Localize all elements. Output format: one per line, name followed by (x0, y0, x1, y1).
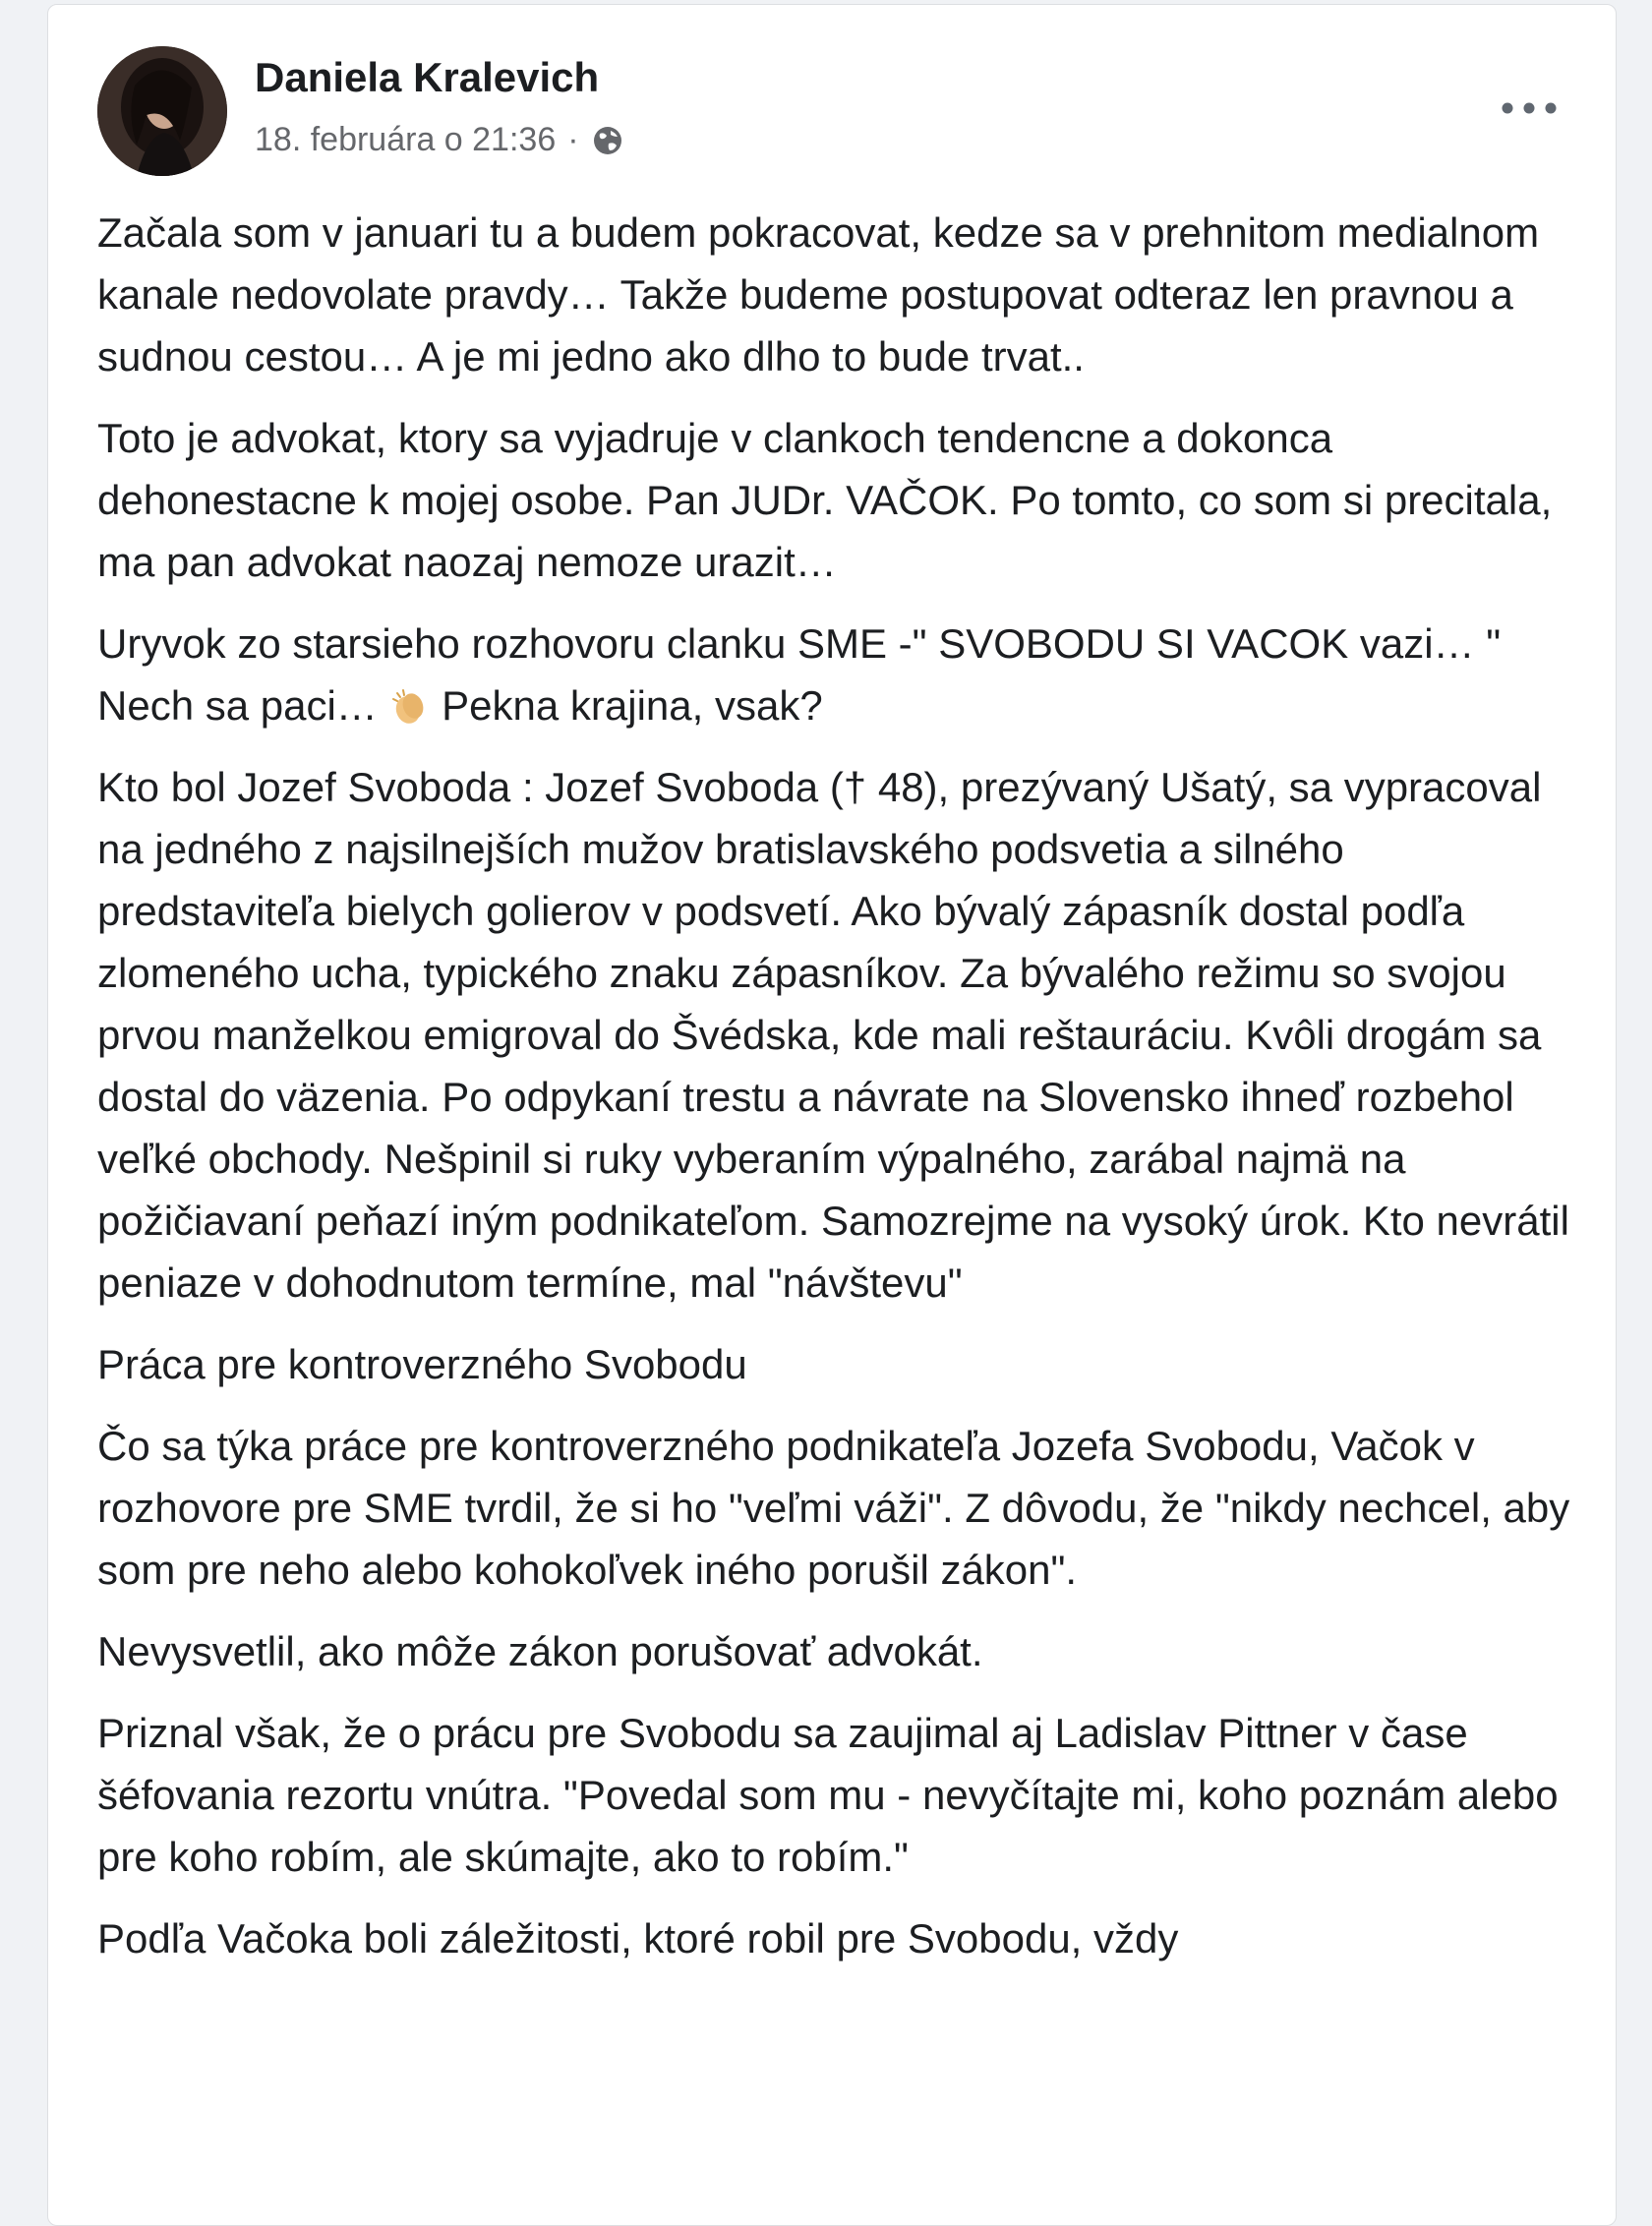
more-horizontal-icon (1500, 101, 1559, 115)
post-paragraph: Podľa Vačoka boli záležitosti, ktoré robil pre Svobodu, vždy (97, 1915, 1179, 1962)
post-text (97, 202, 1592, 1989)
post-card (47, 4, 1617, 2226)
post-paragraph: Toto je advokat, ktory sa vyjadruje v clankoch tendencne a dokonca dehonestacne k mojej osobe. Pan JUDr. VAČOK. Po tomto, co som si precitala, ma pan advokat naozaj nemoze urazit… (97, 415, 1553, 585)
post-paragraph: Priznal však, že o prácu pre Svobodu sa zaujimal aj Ladislav Pittner v čase šéfovania rezortu vnútra. "Povedal som mu - nevyčítajte mi, koho poznám alebo pre koho robím, ale skúmajte, ako to robím." (97, 1710, 1559, 1880)
author-name[interactable]: Daniela Kralevich (255, 54, 600, 100)
globe-icon (591, 124, 624, 157)
excerpt-text-end: Pekna krajina, vsak? (442, 682, 823, 729)
meta-separator: · (567, 121, 579, 158)
author-avatar[interactable] (97, 46, 227, 176)
post-paragraph: Nevysvetlil, ako môže zákon porušovať advokát. (97, 1628, 983, 1674)
post-meta (255, 121, 624, 159)
post-paragraph: Kto bol Jozef Svoboda : Jozef Svoboda († 48), prezývaný Ušatý, sa vypracoval na jedného z najsilnejších mužov bratislavského podsvetia a silného predstaviteľa bielych golierov v podsvetí. Ako bývalý zápasník dostal podľa zlomeného ucha, typického znaku zápasníkov. Za bývalého režimu so svojou prvou manželkou emigroval do Švédska, kde mali reštauráciu. Kvôli drogám sa dostal do väzenia. Po odpykaní trestu a návrate na Slovensko ihneď rozbehol veľké obchody. Nešpinil si ruky vyberaním výpalného, zarábal najmä na požičiavaní peňazí iným podnikateľom. Samozrejme na vysoký úrok. Kto nevrátil peniaze v dohodnutom termíne, mal "návštevu" (97, 764, 1569, 1306)
post-paragraph: Začala som v januari tu a budem pokracovat, kedze sa v prehnitom medialnom kanale nedovolate pravdy… Takže budeme postupovat odteraz len pravnou a sudnou cestou… A je mi jedno ako dlho to bude trvat.. (97, 209, 1540, 380)
clapping-hands-icon (388, 682, 430, 724)
post-paragraph: Čo sa týka práce pre kontroverzného podnikateľa Jozefa Svobodu, Vačok v rozhovore pre SME tvrdil, že si ho "veľmi váži". Z dôvodu, že "nikdy nechcel, aby som pre neho alebo kohokoľvek iného porušil zákon". (97, 1423, 1570, 1593)
post-subheading: Práca pre kontroverzného Svobodu (97, 1341, 747, 1387)
more-options-button[interactable] (1490, 84, 1568, 133)
excerpt-text: Uryvok zo starsieho rozhovoru clanku SME -" SVOBODU SI VACOK vazi… " Nech sa paci… (97, 620, 1502, 729)
post-timestamp[interactable]: 18. februára o 21:36 (255, 121, 557, 158)
post-paragraph-excerpt (97, 613, 1592, 736)
